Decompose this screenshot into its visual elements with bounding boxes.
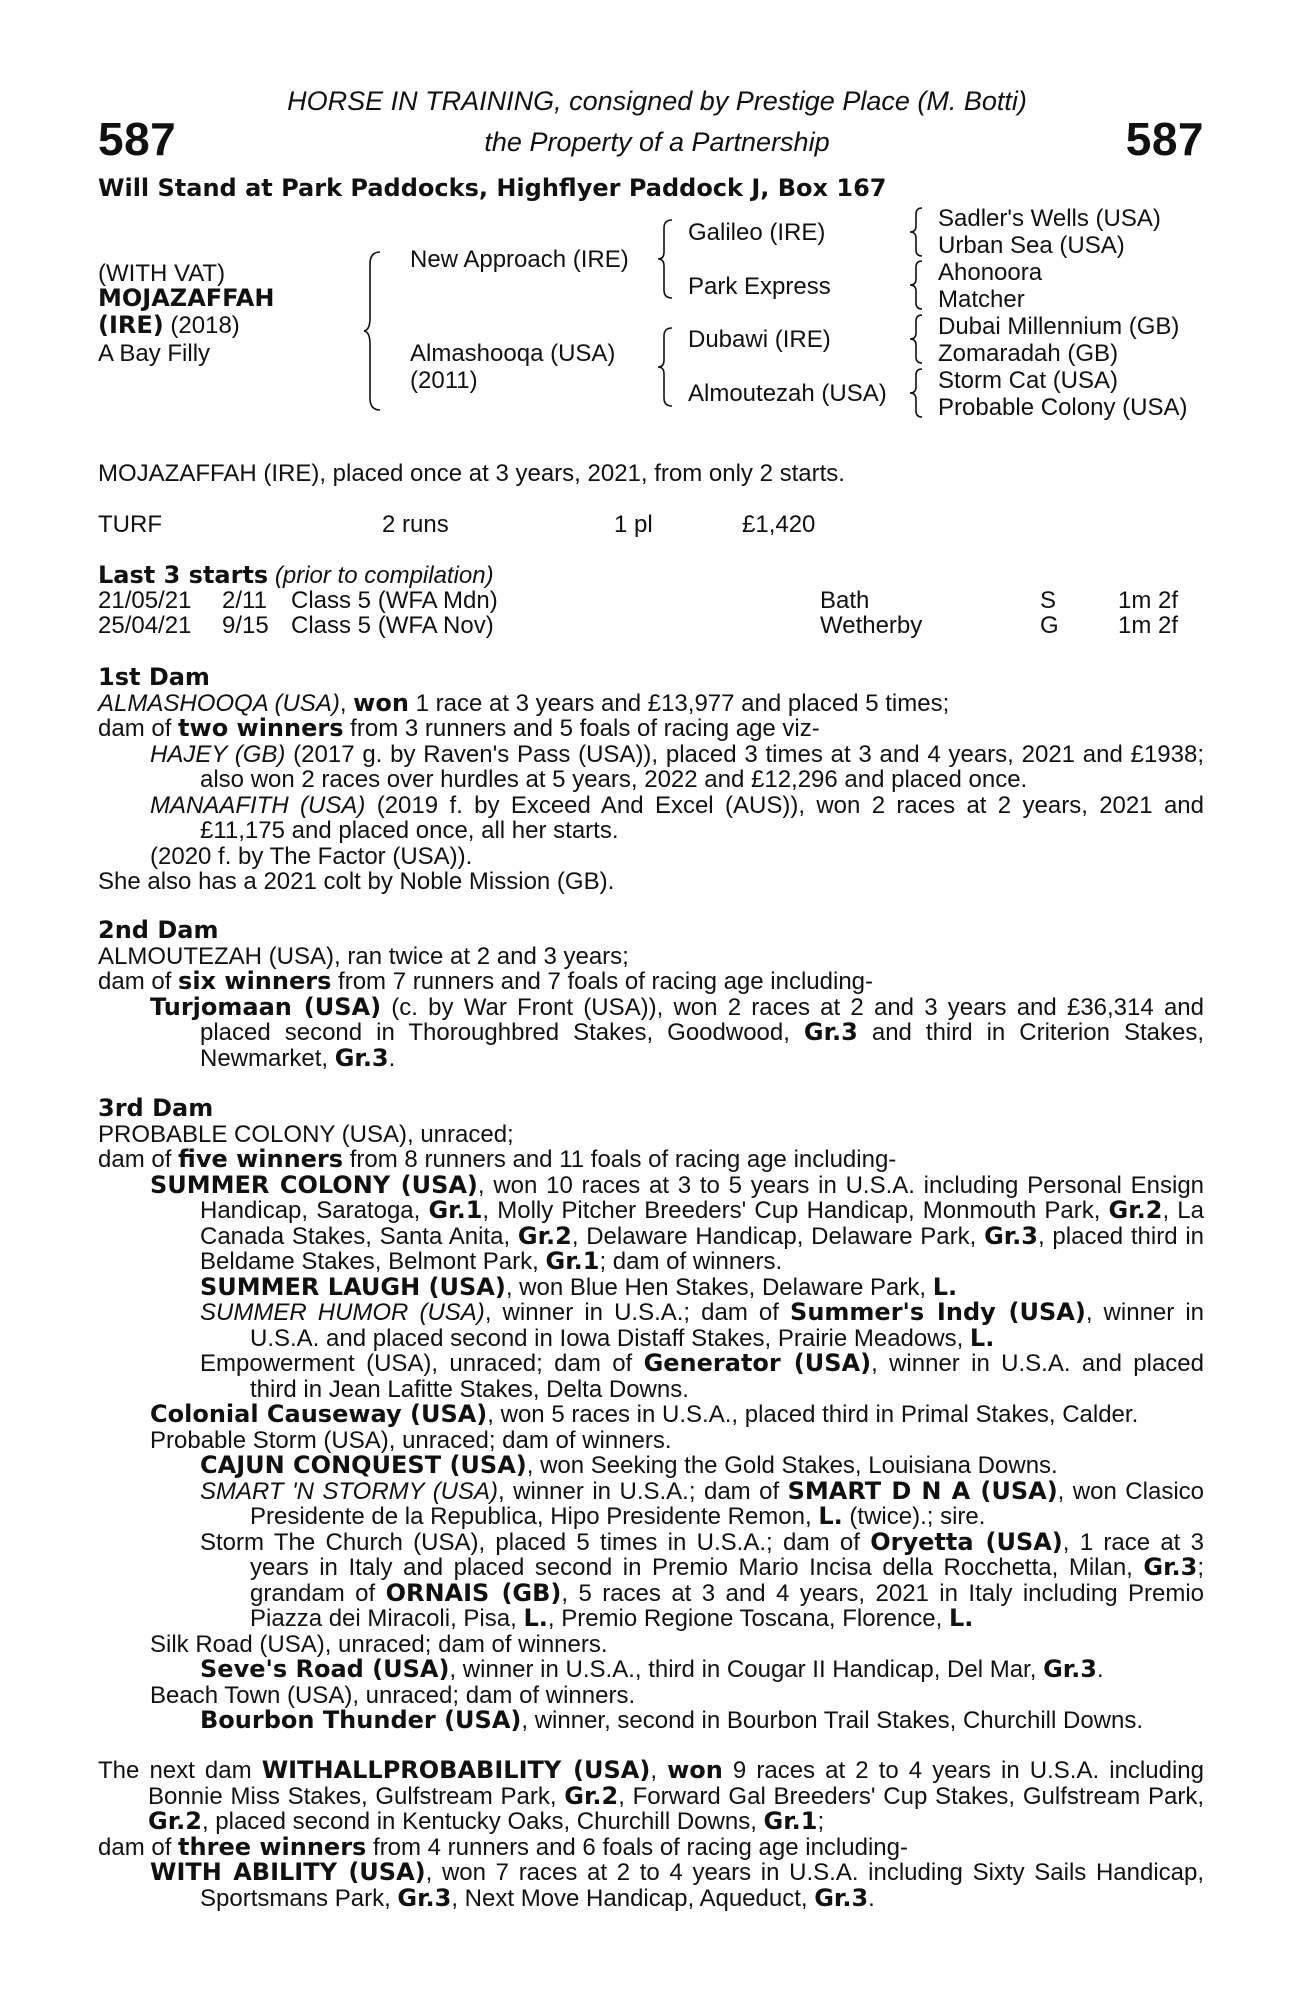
progeny-entry: [98, 1272, 1204, 1301]
text: , won 7 races at 2 to 4 years in U.S.A. including Sixty Sails Handicap, Sportsmans Park,: [200, 1859, 1205, 1912]
text: , winner in U.S.A. and placed second in Iowa Distaff Stakes, Prairie Meadows,: [250, 1299, 1205, 1352]
gen2-sire-sire: Galileo (IRE): [688, 219, 826, 246]
progeny-name: SUMMER LAUGH (USA): [200, 1272, 506, 1301]
lot-number-left: 587: [98, 113, 177, 165]
text: , Delaware Handicap, Delaware Park,: [571, 1222, 985, 1250]
last-starts-heading: Last 3 starts: [98, 561, 269, 589]
progeny-entry: Probable Storm (USA), unraced; dam of winners.: [150, 1426, 672, 1454]
grade: Gr.3: [397, 1883, 452, 1912]
text: dam of: [98, 1833, 179, 1861]
text: , won Seeking the Gold Stakes, Louisiana Downs.: [526, 1452, 1058, 1479]
progeny-entry: [98, 992, 1204, 1072]
text: , 5 races at 3 and 4 years, 2021 in Italy including Premio Piazza dei Miracoli, Pisa,: [250, 1579, 1205, 1632]
text: from 8 runners and 11 foals of racing age including-: [343, 1146, 897, 1173]
brace-gen3-2: [908, 259, 928, 311]
start-distance: 1m 2f: [1118, 612, 1179, 639]
text: , Forward Gal Breeders' Cup Stakes, Gulfstream Park,: [618, 1782, 1204, 1810]
progeny-entry: [98, 742, 1204, 793]
progeny-name: Generator (USA): [643, 1349, 872, 1377]
horse-origin: (IRE): [98, 311, 164, 339]
second-dam-line1: ALMOUTEZAH (USA), ran twice at 2 and 3 years;: [98, 942, 629, 970]
start-class: Class 5 (WFA Mdn): [291, 587, 498, 614]
progeny-entry: [98, 1453, 1204, 1479]
won-label: won: [667, 1756, 723, 1784]
progeny-entry: [98, 793, 1204, 844]
grade: Gr.3: [334, 1043, 389, 1072]
progeny-name: Oryetta (USA): [870, 1527, 1063, 1556]
record-surface: TURF: [98, 511, 162, 538]
text: dam of: [98, 968, 179, 995]
text: dam of: [98, 715, 179, 742]
next-dam-line: [98, 1758, 1204, 1835]
text: from 3 runners and 5 foals of racing age viz-: [343, 715, 820, 742]
brace-gen2-top: [656, 218, 678, 300]
progeny-text: (2019 f. by Exceed And Excel (AUS)), won 2 races at 2 years, 2021 and £11,175 and placed once, all her starts.: [200, 791, 1204, 844]
first-dam-line1: [98, 688, 1204, 717]
horse-description: A Bay Filly: [98, 340, 211, 367]
progeny-name: MANAAFITH (USA): [150, 791, 366, 819]
text: ; dam of winners.: [599, 1248, 783, 1275]
grade: L.: [523, 1604, 548, 1632]
brace-gen3-4: [908, 367, 928, 419]
gen2-dam-sire: Dubawi (IRE): [688, 326, 831, 353]
winners-count: five winners: [178, 1145, 344, 1173]
lot-number-right: 587: [1125, 113, 1204, 165]
text: .: [868, 1884, 875, 1912]
won-label: won: [353, 688, 409, 717]
brace-gen3-1: [908, 206, 928, 258]
progeny-entry: [98, 1300, 1204, 1351]
gen3-5: Dubai Millennium (GB): [938, 313, 1180, 340]
progeny-entry: [98, 1476, 1205, 1530]
text: , won Blue Hen Stakes, Delaware Park,: [505, 1273, 933, 1301]
text: , won Clasico Presidente de la Republica, Hipo Presidente Remon,: [250, 1477, 1205, 1530]
grade: Gr.3: [814, 1883, 869, 1912]
grade: Gr.1: [428, 1196, 483, 1224]
text: ; grandam of: [250, 1554, 1204, 1607]
third-dam-section: [98, 1096, 1204, 1734]
gen3-8: Probable Colony (USA): [938, 394, 1188, 421]
text: Storm The Church (USA), placed 5 times in U.S.A.; dam of: [200, 1528, 871, 1556]
start-going: G: [1040, 612, 1059, 639]
grade: Gr.3: [803, 1018, 858, 1046]
text: , winner in U.S.A. and placed third in Jean Lafitte Stakes, Delta Downs.: [250, 1350, 1204, 1403]
start-position: 9/15: [222, 612, 269, 639]
dam-name: Almashooqa (USA): [410, 340, 616, 367]
start-going: S: [1040, 587, 1057, 614]
grade: Gr.3: [1143, 1553, 1198, 1581]
record-earnings: £1,420: [742, 511, 816, 538]
vat-label: (WITH VAT): [98, 260, 226, 287]
dam-name: WITHALLPROBABILITY (USA): [261, 1756, 651, 1784]
gen3-7: Storm Cat (USA): [938, 367, 1119, 394]
progeny-name: Summer's Indy (USA): [790, 1298, 1086, 1326]
horse-summary: MOJAZAFFAH (IRE), placed once at 3 years, 2021, from only 2 starts.: [98, 460, 845, 487]
grade: L.: [948, 1604, 974, 1632]
record-runs: 2 runs: [382, 511, 449, 538]
first-dam-line2: [98, 716, 1204, 742]
start-distance: 1m 2f: [1118, 587, 1179, 614]
text: .: [1097, 1656, 1104, 1683]
first-dam-section: [98, 665, 1204, 895]
text: from 4 runners and 6 foals of racing age including-: [366, 1833, 908, 1861]
text: , won 10 races at 3 to 5 years in U.S.A. including Personal Ensign Handicap, Saratoga,: [200, 1171, 1205, 1224]
gen2-sire-dam: Park Express: [688, 273, 831, 300]
progeny-name: SMART 'N STORMY (USA): [200, 1477, 499, 1505]
progeny-name: ORNAIS (GB): [385, 1578, 562, 1607]
grade: Gr.2: [564, 1781, 619, 1810]
start-date: 21/05/21: [98, 587, 192, 614]
third-dam-line2: [98, 1147, 1204, 1173]
grade: L.: [932, 1272, 958, 1301]
grade: Gr.2: [148, 1807, 202, 1835]
horse-origin-year: [98, 312, 240, 339]
winners-count: six winners: [178, 967, 332, 995]
gen3-4: Matcher: [938, 286, 1025, 313]
progeny-name: CAJUN CONQUEST (USA): [200, 1451, 527, 1479]
text: The next dam: [98, 1757, 262, 1784]
text: from 7 runners and 7 foals of racing age including-: [331, 968, 874, 995]
progeny-entry: [98, 1657, 1204, 1683]
text: .: [388, 1044, 396, 1072]
text: ,: [650, 1757, 668, 1784]
third-dam-line1: PROBABLE COLONY (USA), unraced;: [98, 1120, 514, 1148]
progeny-name: SMART D N A (USA): [787, 1476, 1058, 1505]
second-dam-line2: [98, 969, 1204, 995]
progeny-entry: [98, 1170, 1205, 1275]
text: and third in Criterion Stakes, Newmarket,: [200, 1019, 1204, 1072]
text: ,: [339, 689, 354, 717]
text: , won 5 races in U.S.A., placed third in Primal Stakes, Calder.: [487, 1401, 1139, 1428]
last-starts-note: (prior to compilation): [268, 562, 494, 589]
start-class: Class 5 (WFA Nov): [291, 612, 494, 639]
next-dam-section: [98, 1758, 1204, 1911]
dam-year: (2011): [410, 367, 478, 394]
dam-name: ALMASHOOQA (USA): [98, 689, 340, 717]
consignor-line: HORSE IN TRAINING, consigned by Prestige Place (M. Botti): [287, 86, 1027, 116]
progeny-entry: [98, 1860, 1204, 1911]
brace-gen2-bottom: [656, 326, 678, 408]
text: , 1 race at 3 years in Italy and placed second in Premio Mario Incisa della Rocchetta, Milan,: [250, 1528, 1204, 1581]
text: dam of: [98, 1146, 179, 1173]
gen3-1: Sadler's Wells (USA): [938, 205, 1161, 232]
stand-location: Will Stand at Park Paddocks, Highflyer Paddock J, Box 167: [98, 174, 887, 202]
progeny-name: WITH ABILITY (USA): [150, 1858, 426, 1886]
progeny-entry: Beach Town (USA), unraced; dam of winners.: [150, 1681, 636, 1709]
horse-year: (2018): [163, 312, 240, 339]
first-dam-heading: 1st Dam: [98, 663, 210, 691]
next-dam-line2: [98, 1832, 1204, 1861]
record-placings: 1 pl: [614, 511, 653, 538]
text: Empowerment (USA), unraced; dam of: [200, 1350, 644, 1377]
gen3-2: Urban Sea (USA): [938, 232, 1125, 259]
third-dam-heading: 3rd Dam: [98, 1094, 214, 1122]
gen3-3: Ahonoora: [938, 259, 1043, 286]
start-position: 2/11: [222, 587, 267, 614]
text: , Molly Pitcher Breeders' Cup Handicap, Monmouth Park,: [482, 1197, 1109, 1224]
grade: L.: [969, 1323, 995, 1352]
start-course: Bath: [820, 587, 870, 614]
text: , Next Move Handicap, Aqueduct,: [451, 1884, 815, 1912]
horse-name: MOJAZAFFAH: [98, 284, 275, 312]
text: , winner in U.S.A.; dam of: [484, 1299, 791, 1326]
progeny-name: SUMMER COLONY (USA): [150, 1170, 478, 1199]
start-course: Wetherby: [820, 612, 923, 639]
last-starts-title: [98, 563, 494, 588]
progeny-entry: Silk Road (USA), unraced; dam of winners.: [150, 1630, 608, 1658]
progeny-name: Turjomaan (USA): [150, 992, 382, 1021]
progeny-entry: [98, 1527, 1205, 1632]
text: , placed second in Kentucky Oaks, Churchill Downs,: [201, 1808, 764, 1835]
progeny-entry: [98, 1402, 1204, 1428]
text: , winner in U.S.A.; dam of: [498, 1477, 788, 1505]
brace-gen1: [362, 250, 386, 412]
progeny-entry: (2020 f. by The Factor (USA)).: [150, 842, 473, 870]
progeny-entry: [98, 1351, 1204, 1402]
sire-name: New Approach (IRE): [410, 246, 629, 273]
gen2-dam-dam: Almoutezah (USA): [688, 380, 887, 407]
progeny-name: Colonial Causeway (USA): [150, 1400, 488, 1428]
progeny-name: Seve's Road (USA): [200, 1655, 450, 1683]
text: , La Canada Stakes, Santa Anita,: [200, 1197, 1204, 1250]
grade: L.: [818, 1502, 843, 1530]
text: (c. by War Front (USA)), won 2 races at 2 and 3 years and £36,314 and placed second in Thoroughbred Stakes, Goodwood,: [200, 993, 1204, 1046]
property-line: the Property of a Partnership: [484, 127, 830, 157]
text: , winner in U.S.A., third in Cougar II Handicap, Del Mar,: [449, 1656, 1044, 1683]
progeny-text: (2017 g. by Raven's Pass (USA)), placed 3 times at 3 and 4 years, 2021 and £1938; also won 2 races over hurdles at 5 years, 2022 and £12,296 and placed once.: [200, 740, 1205, 793]
grade: Gr.2: [517, 1221, 572, 1250]
text: , placed third in Beldame Stakes, Belmont Park,: [200, 1222, 1205, 1275]
gen3-6: Zomaradah (GB): [938, 340, 1119, 367]
progeny-entry: [98, 1708, 1204, 1734]
grade: Gr.3: [1043, 1655, 1097, 1683]
progeny-name: SUMMER HUMOR (USA): [200, 1299, 485, 1326]
progeny-name: Bourbon Thunder (USA): [200, 1706, 522, 1734]
second-dam-heading: 2nd Dam: [98, 916, 219, 944]
winners-count: two winners: [178, 714, 344, 742]
brace-gen3-3: [908, 313, 928, 365]
grade: Gr.1: [763, 1807, 818, 1835]
text: , Premio Regione Toscana, Florence,: [547, 1605, 949, 1632]
text: 1 race at 3 years and £13,977 and placed 5 times;: [408, 689, 950, 717]
text: 9 races at 2 to 4 years in U.S.A. including Bonnie Miss Stakes, Gulfstream Park,: [148, 1757, 1204, 1810]
text: (twice).; sire.: [842, 1503, 986, 1530]
progeny-name: HAJEY (GB): [150, 740, 286, 768]
start-date: 25/04/21: [98, 612, 192, 639]
text: , winner, second in Bourbon Trail Stakes, Churchill Downs.: [521, 1707, 1144, 1734]
grade: Gr.1: [545, 1247, 600, 1275]
second-dam-section: [98, 918, 1204, 1071]
text: ;: [817, 1808, 825, 1835]
grade: Gr.3: [984, 1221, 1038, 1250]
grade: Gr.2: [1108, 1196, 1163, 1224]
progeny-note: She also has a 2021 colt by Noble Mission (GB).: [98, 868, 615, 895]
winners-count: three winners: [178, 1832, 367, 1861]
